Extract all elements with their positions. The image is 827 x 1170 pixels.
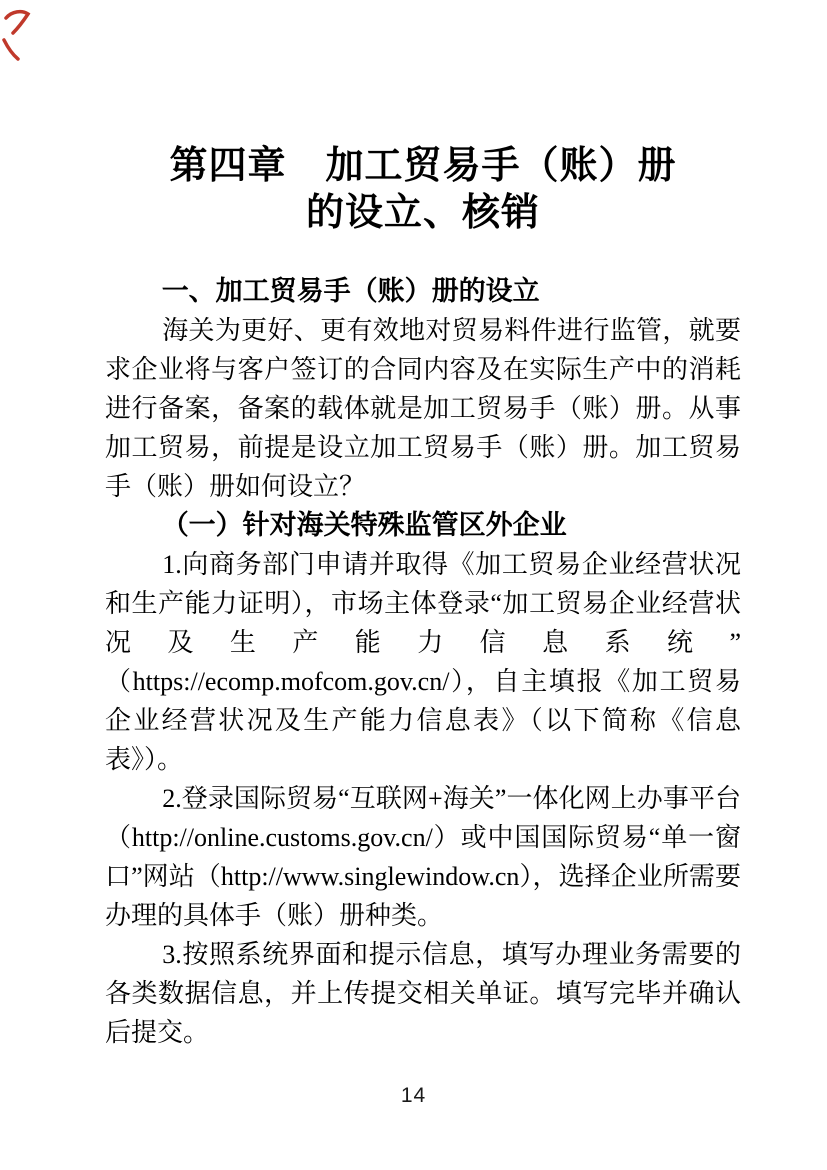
paragraph-step-3: 3.按照系统界面和提示信息，填写办理业务需要的各类数据信息，并上传提交相关单证。填写完毕并确认后提交。 xyxy=(105,940,741,1047)
page-number: 14 xyxy=(400,1084,427,1107)
chapter-title xyxy=(105,143,741,237)
section-heading-setup: 一、加工贸易手（账）册的设立 xyxy=(161,276,540,306)
paragraph-step-1: 1.向商务部门申请并取得《加工贸易企业经营状况和生产能力证明），市场主体登录“加工贸易企业经营状况及生产能力信息系统”（https://ecomp.mofcom.gov.cn/），自主填报《加工贸易企业经营状况及生产能力信息表》（以下简称《信息表》）。 xyxy=(105,550,741,774)
paragraph-intro: 海关为更好、更有效地对贸易料件进行监管，就要求企业将与客户签订的合同内容及在实际生产中的消耗进行备案，备案的载体就是加工贸易手（账）册。从事加工贸易，前提是设立加工贸易手（账）册。加工贸易手（账）册如何设立？ xyxy=(105,316,741,501)
paragraph-step-2: 2.登录国际贸易“互联网+海关”一体化网上办事平台（http://online.customs.gov.cn/）或中国国际贸易“单一窗口”网站（http://www.singlewindow.cn），选择企业所需要办理的具体手（账）册种类。 xyxy=(105,784,741,930)
chapter-title-line1: 第四章 加工贸易手（账）册 xyxy=(169,145,677,187)
chapter-title-line2: 的设立、核销 xyxy=(305,192,540,234)
red-pen-mark-icon xyxy=(0,4,40,64)
subsection-heading-outside-special-zones: （一）针对海关特殊监管区外企业 xyxy=(161,510,567,540)
page-content xyxy=(105,0,741,1052)
